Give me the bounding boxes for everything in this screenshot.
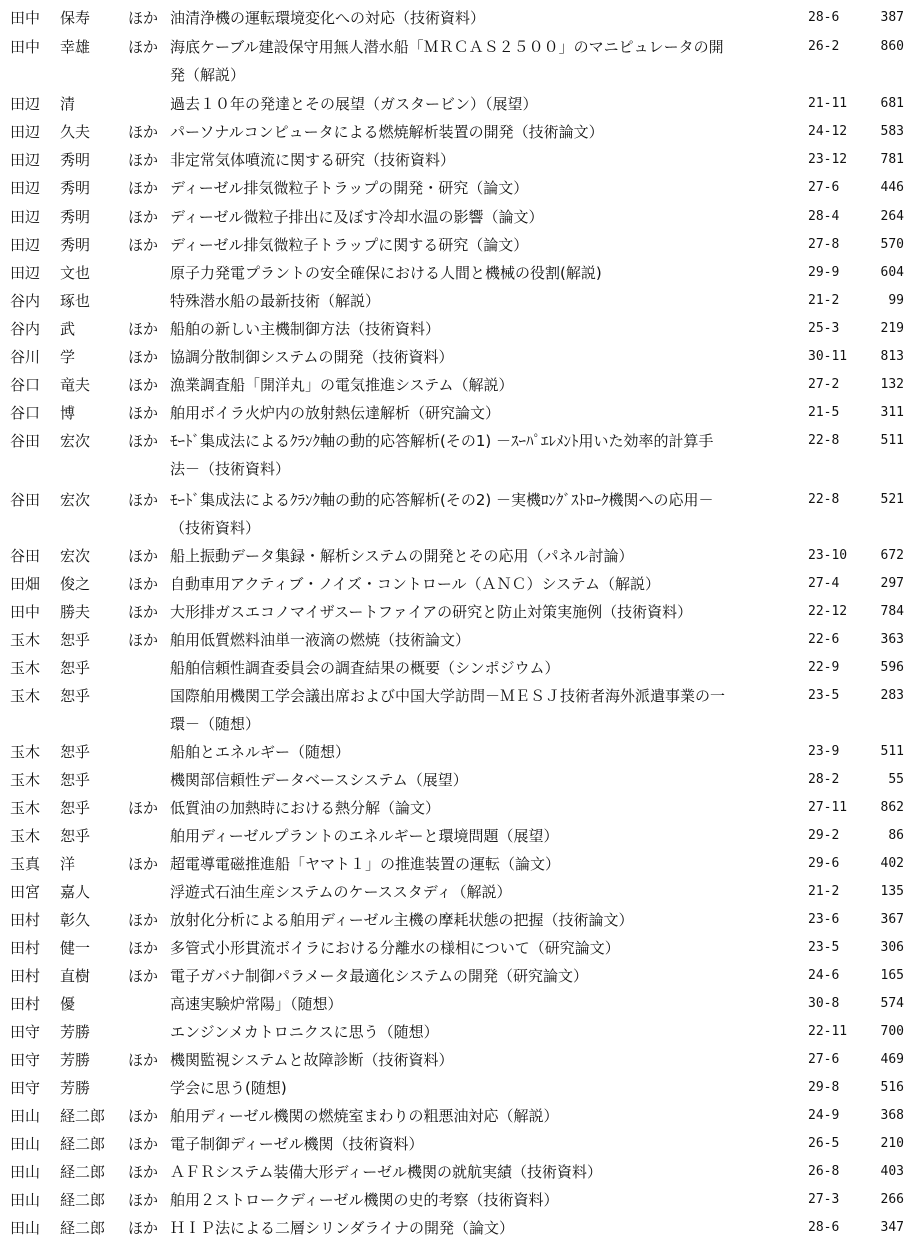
volume-issue: 29-6: [808, 856, 840, 871]
et-al-marker: ほか: [128, 939, 159, 957]
volume-issue: 22-6: [808, 632, 840, 647]
author-given-name: 秀明: [60, 236, 91, 254]
title-line: ﾓｰﾄﾞ集成法によるｸﾗﾝｸ軸の動的応答解析(その1) －ｽｰﾊﾟｴﾚﾒﾝﾄ用いた効率的計算手: [170, 432, 714, 450]
author-given-name: 洋: [60, 855, 76, 873]
page-number: 402: [880, 856, 904, 871]
author-surname: 田辺: [10, 236, 41, 254]
author-surname: 玉木: [10, 799, 41, 817]
page-number: 219: [880, 321, 904, 336]
author-surname: 田守: [10, 1051, 41, 1069]
title-line: 機関部信頼性データベースシステム（展望）: [170, 771, 468, 789]
volume-issue: 28-6: [808, 10, 840, 25]
volume-issue: 24-12: [808, 124, 848, 139]
title-line: 過去１０年の発達とその展望（ガスタービン）（展望）: [170, 95, 538, 113]
article-title: [170, 287, 800, 315]
author-given-name: 博: [60, 404, 76, 422]
et-al-marker: ほか: [128, 575, 159, 593]
author-surname: 田宮: [10, 883, 41, 901]
article-title: [170, 1102, 800, 1130]
page-number: 570: [880, 237, 904, 252]
author-given-name: 琢也: [60, 292, 91, 310]
author-surname: 田辺: [10, 95, 41, 113]
volume-issue: 27-6: [808, 180, 840, 195]
title-line: 船上振動データ集録・解析システムの開発とその応用（パネル討論）: [170, 547, 634, 565]
title-line: 低質油の加熱時における熱分解（論文）: [170, 799, 441, 817]
author-surname: 谷口: [10, 404, 41, 422]
page-number: 784: [880, 604, 904, 619]
article-title: [170, 174, 800, 202]
volume-issue: 23-10: [808, 548, 848, 563]
author-given-name: 秀明: [60, 179, 91, 197]
article-title: [170, 570, 800, 598]
et-al-marker: ほか: [128, 376, 159, 394]
page-number: 596: [880, 660, 904, 675]
article-title: [170, 1214, 800, 1242]
author-given-name: 嘉人: [60, 883, 91, 901]
volume-issue: 23-6: [808, 912, 840, 927]
volume-issue: 22-9: [808, 660, 840, 675]
title-line: 非定常気体噴流に関する研究（技術資料）: [170, 151, 456, 169]
author-surname: 田守: [10, 1023, 41, 1041]
author-surname: 谷口: [10, 376, 41, 394]
volume-issue: 26-5: [808, 1136, 840, 1151]
article-title: [170, 934, 800, 962]
page-number: 86: [888, 828, 904, 843]
author-surname: 谷田: [10, 547, 41, 565]
author-surname: 田村: [10, 967, 41, 985]
page-number: 403: [880, 1164, 904, 1179]
page-number: 862: [880, 800, 904, 815]
author-surname: 田中: [10, 603, 41, 621]
et-al-marker: ほか: [128, 151, 159, 169]
article-title: [170, 33, 800, 89]
volume-issue: 27-8: [808, 237, 840, 252]
et-al-marker: ほか: [128, 432, 159, 450]
article-title: [170, 738, 800, 766]
title-line: 原子力発電プラントの安全確保における人間と機械の役割(解説): [170, 264, 602, 282]
author-given-name: 恕乎: [60, 771, 91, 789]
volume-issue: 29-8: [808, 1080, 840, 1095]
volume-issue: 27-3: [808, 1192, 840, 1207]
author-surname: 田辺: [10, 264, 41, 282]
author-surname: 谷川: [10, 348, 41, 366]
page-number: 266: [880, 1192, 904, 1207]
page-number: 860: [880, 39, 904, 54]
author-given-name: 恕乎: [60, 687, 91, 705]
author-surname: 玉木: [10, 743, 41, 761]
title-line: 電子制御ディーゼル機関（技術資料）: [170, 1135, 424, 1153]
article-title: [170, 1186, 800, 1214]
author-given-name: 経二郎: [60, 1107, 106, 1125]
et-al-marker: ほか: [128, 967, 159, 985]
title-line: 舶用ディーゼル機関の燃焼室まわりの粗悪油対応（解説）: [170, 1107, 559, 1125]
author-surname: 田中: [10, 38, 41, 56]
article-title: [170, 878, 800, 906]
volume-issue: 27-11: [808, 800, 848, 815]
title-line: ディーゼル微粒子排出に及ぼす冷却水温の影響（論文）: [170, 208, 544, 226]
article-title: [170, 542, 800, 570]
author-given-name: 経二郎: [60, 1219, 106, 1237]
author-given-name: 彰久: [60, 911, 91, 929]
page-number: 283: [880, 688, 904, 703]
volume-issue: 24-6: [808, 968, 840, 983]
article-title: [170, 1130, 800, 1158]
page-number: 99: [888, 293, 904, 308]
et-al-marker: ほか: [128, 348, 159, 366]
volume-issue: 29-2: [808, 828, 840, 843]
page-number: 511: [880, 433, 904, 448]
page-number: 583: [880, 124, 904, 139]
author-surname: 田山: [10, 1135, 41, 1153]
article-title: [170, 146, 800, 174]
title-line: 油清浄機の運転環境変化への対応（技術資料）: [170, 9, 486, 27]
title-line: 舶用ディーゼルプラントのエネルギーと環境問題（展望）: [170, 827, 559, 845]
title-line: 自動車用アクティブ・ノイズ・コントロール（ＡＮＣ）システム（解説）: [170, 575, 661, 593]
title-line: 電子ガバナ制御パラメータ最適化システムの開発（研究論文）: [170, 967, 589, 985]
author-given-name: 秀明: [60, 208, 91, 226]
article-title: [170, 427, 800, 483]
author-surname: 田辺: [10, 208, 41, 226]
page-number: 363: [880, 632, 904, 647]
volume-issue: 28-4: [808, 209, 840, 224]
author-given-name: 優: [60, 995, 76, 1013]
title-line: 特殊潜水船の最新技術（解説）: [170, 292, 381, 310]
title-line: 舶用低質燃料油単一液滴の燃焼（技術論文）: [170, 631, 471, 649]
et-al-marker: ほか: [128, 9, 159, 27]
title-line: 海底ケーブル建設保守用無人潜水船「ＭＲＣＡＳ２５００」のマニピュレータの開: [170, 38, 724, 56]
author-given-name: 文也: [60, 264, 91, 282]
author-surname: 田山: [10, 1163, 41, 1181]
author-given-name: 竜夫: [60, 376, 91, 394]
volume-issue: 22-11: [808, 1024, 848, 1039]
page-number: 604: [880, 265, 904, 280]
author-surname: 田畑: [10, 575, 41, 593]
title-line: 学会に思う(随想): [170, 1079, 287, 1097]
author-surname: 谷田: [10, 432, 41, 450]
author-given-name: 経二郎: [60, 1191, 106, 1209]
author-given-name: 恕乎: [60, 799, 91, 817]
article-title: [170, 682, 800, 738]
page-number: 306: [880, 940, 904, 955]
et-al-marker: ほか: [128, 1191, 159, 1209]
author-surname: 玉木: [10, 687, 41, 705]
page-number: 367: [880, 912, 904, 927]
page-number: 165: [880, 968, 904, 983]
title-line: 法－（技術資料）: [170, 460, 291, 478]
et-al-marker: ほか: [128, 911, 159, 929]
et-al-marker: ほか: [128, 799, 159, 817]
page-number: 469: [880, 1052, 904, 1067]
author-given-name: 学: [60, 348, 76, 366]
author-surname: 田山: [10, 1107, 41, 1125]
author-given-name: 芳勝: [60, 1079, 91, 1097]
author-surname: 田山: [10, 1219, 41, 1237]
et-al-marker: ほか: [128, 404, 159, 422]
author-surname: 田山: [10, 1191, 41, 1209]
author-given-name: 恕乎: [60, 743, 91, 761]
volume-issue: 23-5: [808, 940, 840, 955]
page-number: 368: [880, 1108, 904, 1123]
author-surname: 谷田: [10, 491, 41, 509]
author-given-name: 秀明: [60, 151, 91, 169]
page-number: 511: [880, 744, 904, 759]
author-given-name: 恕乎: [60, 659, 91, 677]
page-number: 264: [880, 209, 904, 224]
author-given-name: 宏次: [60, 547, 91, 565]
title-line: 高速実験炉常陽」（随想）: [170, 995, 343, 1013]
title-line: 浮遊式石油生産システムのケーススタディ（解説）: [170, 883, 512, 901]
page-number: 347: [880, 1220, 904, 1235]
volume-issue: 23-9: [808, 744, 840, 759]
article-title: [170, 850, 800, 878]
title-line: パーソナルコンピュータによる燃焼解析装置の開発（技術論文）: [170, 123, 604, 141]
author-given-name: 芳勝: [60, 1051, 91, 1069]
et-al-marker: ほか: [128, 1135, 159, 1153]
author-given-name: 健一: [60, 939, 91, 957]
page-number: 297: [880, 576, 904, 591]
volume-issue: 30-11: [808, 349, 848, 364]
article-title: [170, 4, 800, 32]
author-given-name: 宏次: [60, 432, 91, 450]
et-al-marker: ほか: [128, 1051, 159, 1069]
author-given-name: 保寿: [60, 9, 91, 27]
article-title: [170, 231, 800, 259]
author-surname: 谷内: [10, 292, 41, 310]
author-given-name: 久夫: [60, 123, 91, 141]
article-title: [170, 371, 800, 399]
article-title: [170, 766, 800, 794]
author-surname: 田辺: [10, 151, 41, 169]
et-al-marker: ほか: [128, 631, 159, 649]
article-title: [170, 990, 800, 1018]
author-surname: 田村: [10, 939, 41, 957]
author-surname: 田村: [10, 911, 41, 929]
title-line: ﾓｰﾄﾞ集成法によるｸﾗﾝｸ軸の動的応答解析(その2) －実機ﾛﾝｸﾞｽﾄﾛｰｸ機関への応用－: [170, 491, 714, 509]
volume-issue: 22-8: [808, 433, 840, 448]
et-al-marker: ほか: [128, 855, 159, 873]
et-al-marker: ほか: [128, 208, 159, 226]
volume-issue: 22-12: [808, 604, 848, 619]
title-line: 発（解説）: [170, 66, 246, 84]
et-al-marker: ほか: [128, 236, 159, 254]
title-line: ＡＦＲシステム装備大形ディーゼル機関の就航実績（技術資料）: [170, 1163, 603, 1181]
page-number: 813: [880, 349, 904, 364]
page-number: 446: [880, 180, 904, 195]
title-line: ディーゼル排気微粒子トラップの開発・研究（論文）: [170, 179, 529, 197]
page-number: 210: [880, 1136, 904, 1151]
volume-issue: 26-2: [808, 39, 840, 54]
page-number: 521: [880, 492, 904, 507]
article-title: [170, 90, 800, 118]
page-number: 311: [880, 405, 904, 420]
volume-issue: 28-2: [808, 772, 840, 787]
article-title: [170, 1074, 800, 1102]
volume-issue: 23-5: [808, 688, 840, 703]
author-surname: 田村: [10, 995, 41, 1013]
article-title: [170, 794, 800, 822]
volume-issue: 27-6: [808, 1052, 840, 1067]
et-al-marker: ほか: [128, 179, 159, 197]
article-title: [170, 203, 800, 231]
page-number: 516: [880, 1080, 904, 1095]
volume-issue: 27-2: [808, 377, 840, 392]
article-title: [170, 118, 800, 146]
volume-issue: 25-3: [808, 321, 840, 336]
title-line: 大形排ガスエコノマイザスートファイアの研究と防止対策実施例（技術資料）: [170, 603, 693, 621]
article-title: [170, 259, 800, 287]
article-title: [170, 343, 800, 371]
title-line: 放射化分析による舶用ディーゼル主機の摩耗状態の把握（技術論文）: [170, 911, 634, 929]
volume-issue: 30-8: [808, 996, 840, 1011]
title-line: ディーゼル排気微粒子トラップに関する研究（論文）: [170, 236, 529, 254]
author-surname: 玉木: [10, 827, 41, 845]
volume-issue: 23-12: [808, 152, 848, 167]
et-al-marker: ほか: [128, 1107, 159, 1125]
page-number: 672: [880, 548, 904, 563]
et-al-marker: ほか: [128, 491, 159, 509]
article-title: [170, 962, 800, 990]
title-line: 国際舶用機関工学会議出席および中国大学訪問－ＭＥＳＪ技術者海外派遣事業の一: [170, 687, 726, 705]
title-line: エンジンメカトロニクスに思う（随想）: [170, 1023, 439, 1041]
volume-issue: 29-9: [808, 265, 840, 280]
et-al-marker: ほか: [128, 1163, 159, 1181]
article-title: [170, 315, 800, 343]
author-given-name: 経二郎: [60, 1163, 106, 1181]
title-line: 舶用ボイラ火炉内の放射熱伝達解析（研究論文）: [170, 404, 501, 422]
page-number: 135: [880, 884, 904, 899]
page-number: 781: [880, 152, 904, 167]
page-number: 132: [880, 377, 904, 392]
title-line: ＨＩＰ法による二層シリンダライナの開発（論文）: [170, 1219, 514, 1237]
title-line: 船舶とエネルギー（随想）: [170, 743, 351, 761]
author-given-name: 恕乎: [60, 827, 91, 845]
author-given-name: 武: [60, 320, 76, 338]
author-surname: 田守: [10, 1079, 41, 1097]
page-number: 700: [880, 1024, 904, 1039]
author-surname: 玉木: [10, 771, 41, 789]
article-title: [170, 486, 800, 542]
title-line: 漁業調査船「開洋丸」の電気推進システム（解説）: [170, 376, 514, 394]
et-al-marker: ほか: [128, 320, 159, 338]
author-given-name: 幸雄: [60, 38, 91, 56]
volume-issue: 24-9: [808, 1108, 840, 1123]
author-given-name: 恕乎: [60, 631, 91, 649]
article-title: [170, 654, 800, 682]
title-line: 機関監視システムと故障診断（技術資料）: [170, 1051, 454, 1069]
author-given-name: 俊之: [60, 575, 91, 593]
article-title: [170, 822, 800, 850]
volume-issue: 28-6: [808, 1220, 840, 1235]
et-al-marker: ほか: [128, 1219, 159, 1237]
article-title: [170, 598, 800, 626]
title-line: 船舶信頼性調査委員会の調査結果の概要（シンポジウム）: [170, 659, 560, 677]
article-title: [170, 1018, 800, 1046]
author-surname: 谷内: [10, 320, 41, 338]
et-al-marker: ほか: [128, 547, 159, 565]
author-surname: 田中: [10, 9, 41, 27]
author-given-name: 清: [60, 95, 76, 113]
title-line: （技術資料）: [170, 519, 261, 537]
volume-issue: 21-5: [808, 405, 840, 420]
article-title: [170, 399, 800, 427]
volume-issue: 22-8: [808, 492, 840, 507]
author-given-name: 直樹: [60, 967, 91, 985]
author-surname: 玉真: [10, 855, 41, 873]
volume-issue: 21-2: [808, 884, 840, 899]
et-al-marker: ほか: [128, 38, 159, 56]
title-line: 船舶の新しい主機制御方法（技術資料）: [170, 320, 441, 338]
author-given-name: 勝夫: [60, 603, 91, 621]
volume-issue: 27-4: [808, 576, 840, 591]
author-surname: 玉木: [10, 631, 41, 649]
page-number: 55: [888, 772, 904, 787]
article-title: [170, 1046, 800, 1074]
article-title: [170, 1158, 800, 1186]
volume-issue: 26-8: [808, 1164, 840, 1179]
et-al-marker: ほか: [128, 603, 159, 621]
et-al-marker: ほか: [128, 123, 159, 141]
author-given-name: 芳勝: [60, 1023, 91, 1041]
author-surname: 田辺: [10, 123, 41, 141]
title-line: 超電導電磁推進船「ヤマト１」の推進装置の運転（論文）: [170, 855, 561, 873]
author-surname: 田辺: [10, 179, 41, 197]
page-number: 681: [880, 96, 904, 111]
article-title: [170, 906, 800, 934]
title-line: 環－（随想）: [170, 715, 261, 733]
title-line: 舶用２ストロークディーゼル機関の史的考察（技術資料）: [170, 1191, 559, 1209]
author-surname: 玉木: [10, 659, 41, 677]
author-given-name: 宏次: [60, 491, 91, 509]
author-given-name: 経二郎: [60, 1135, 106, 1153]
title-line: 多管式小形貫流ボイラにおける分離水の様相について（研究論文）: [170, 939, 620, 957]
volume-issue: 21-11: [808, 96, 848, 111]
page-number: 574: [880, 996, 904, 1011]
article-title: [170, 626, 800, 654]
page-number: 387: [880, 10, 904, 25]
title-line: 協調分散制御システムの開発（技術資料）: [170, 348, 454, 366]
volume-issue: 21-2: [808, 293, 840, 308]
